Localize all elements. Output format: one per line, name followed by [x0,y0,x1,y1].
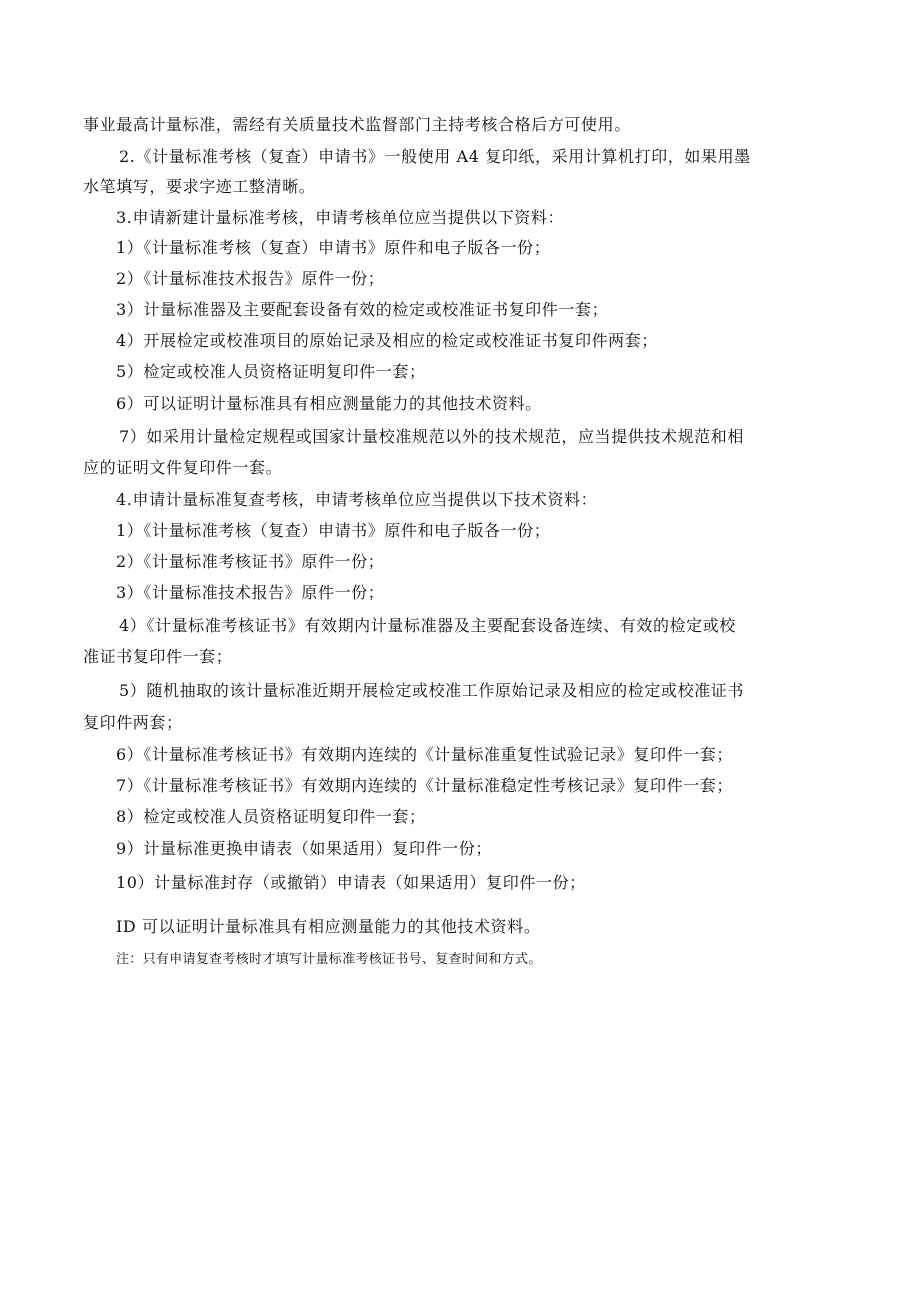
list-item: 1）《计量标准考核（复查）申请书》原件和电子版各一份； [116,521,551,540]
list-item: 1）《计量标准考核（复查）申请书》原件和电子版各一份； [116,238,551,257]
list-item: 8）检定或校准人员资格证明复印件一套； [116,807,426,826]
list-item: 5）检定或校准人员资格证明复印件一套； [116,362,426,381]
list-item: 6）《计量标准考核证书》有效期内连续的《计量标准重复性试验记录》复印件一套； [116,745,733,764]
list-item: 7）《计量标准考核证书》有效期内连续的《计量标准稳定性考核记录》复印件一套； [116,776,733,795]
list-item: 4）《计量标准考核证书》有效期内计量标准器及主要配套设备连续、有效的检定或校 [119,616,736,635]
list-item: 2）《计量标准技术报告》原件一份； [116,269,385,288]
paragraph-line: 3.申请新建计量标准考核，申请考核单位应当提供以下资料： [116,208,565,227]
list-item: 9）计量标准更换申请表（如果适用）复印件一份； [116,839,492,858]
list-item: 7）如采用计量检定规程或国家计量校准规范以外的技术规范，应当提供技术规范和相 [119,427,744,446]
list-item: 2）《计量标准考核证书》原件一份； [116,552,385,571]
list-item: 5）随机抽取的该计量标准近期开展检定或校准工作原始记录及相应的检定或校准证书 [119,681,744,700]
list-item: 3）计量标准器及主要配套设备有效的检定或校准证书复印件一套； [116,300,609,319]
list-item: 10）计量标准封存（或撤销）申请表（如果适用）复印件一份； [116,873,586,892]
paragraph-line: 水笔填写，要求字迹工整清晰。 [83,177,316,196]
paragraph-line: 2.《计量标准考核（复查）申请书》一般使用 A4 复印纸，采用计算机打印，如果用墨 [119,147,751,166]
paragraph-line: 准证书复印件一套； [83,647,233,666]
footnote: 注：只有申请复查考核时才填写计量标准考核证书号、复查时间和方式。 [116,952,542,967]
paragraph-line: 应的证明文件复印件一套。 [83,458,283,477]
list-item: 6）可以证明计量标准具有相应测量能力的其他技术资料。 [116,394,542,413]
list-item: ID 可以证明计量标准具有相应测量能力的其他技术资料。 [116,917,541,936]
paragraph-line: 复印件两套； [83,713,183,732]
list-item: 3）《计量标准技术报告》原件一份； [116,583,385,602]
paragraph-line: 事业最高计量标准，需经有关质量技术监督部门主持考核合格后方可使用。 [83,115,631,134]
paragraph-line: 4.申请计量标准复查考核，申请考核单位应当提供以下技术资料： [116,490,598,509]
list-item: 4）开展检定或校准项目的原始记录及相应的检定或校准证书复印件两套； [116,331,658,350]
